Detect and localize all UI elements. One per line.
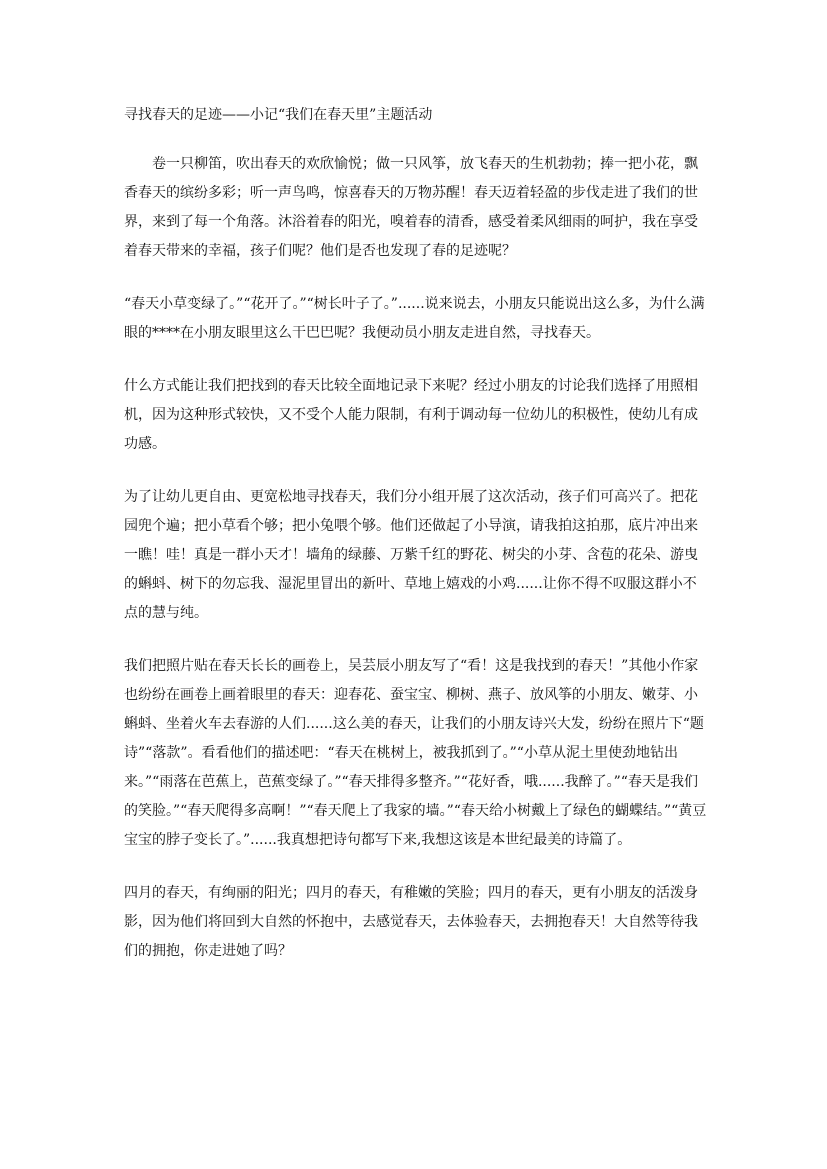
paragraph-method: 什么方式能让我们把找到的春天比较全面地记录下来呢？经过小朋友的讨论我们选择了用照相机，因为这种形式较快，又不受个人能力限制，有利于调动每一位幼儿的积极性，使幼儿有成功感。	[124, 378, 698, 452]
paragraph-conclusion: 四月的春天，有绚丽的阳光；四月的春天，有稚嫩的笑脸；四月的春天，更有小朋友的活泼身影，因为他们将回到大自然的怀抱中，去感觉春天，去体验春天，去拥抱春天！大自然等待我们的拥抱，你走进她了吗？	[124, 885, 698, 959]
paragraph-intro: 卷一只柳笛，吹出春天的欢欣愉悦；做一只风筝，放飞春天的生机勃勃；捧一把小花，飘香春天的缤纷多彩；听一声鸟鸣，惊喜春天的万物苏醒！春天迈着轻盈的步伐走进了我们的世界，来到了每一个角落。沐浴着春的阳光，嗅着春的清香，感受着柔风细雨的呵护，我在享受着春天带来的幸福，孩子们呢？他们是否也发现了春的足迹呢？	[124, 156, 698, 259]
document-title: 寻找春天的足迹——小记“我们在春天里”主题活动	[124, 107, 433, 123]
document-page	[124, 102, 709, 990]
paragraph-activity: 为了让幼儿更自由、更宽松地寻找春天，我们分小组开展了这次活动，孩子们可高兴了。把花园兜个遍；把小草看个够；把小兔喂个够。他们还做起了小导演，请我拍这拍那，底片冲出来一瞧！哇！真是一群小天才！墙角的绿藤、万紫千红的野花、树尖的小芽、含苞的花朵、游曳的蝌蚪、树下的勿忘我、湿泥里冒出的新叶、草地上嬉戏的小鸡......让你不得不叹服这群小不点的慧与纯。	[124, 489, 698, 621]
paragraph-quotes: “春天小草变绿了。”“花开了。”“树长叶子了。”......说来说去，小朋友只能说出这么多，为什么满眼的****在小朋友眼里这么干巴巴呢？我便动员小朋友走进自然，寻找春天。	[124, 296, 705, 341]
paragraph-poems: 我们把照片贴在春天长长的画卷上，吴芸辰小朋友写了“看！这是我找到的春天！”其他小作家也纷纷在画卷上画着眼里的春天：迎春花、蚕宝宝、柳树、燕子、放风筝的小朋友、嫩芽、小蝌蚪、坐着火车去春游的人们......这么美的春天，让我们的小朋友诗兴大发，纷纷在照片下“题诗”“落款”。看看他们的描述吧：“春天在桃树上，被我抓到了。”“小草从泥土里使劲地钻出来。”“雨落在芭蕉上，芭蕉变绿了。”“春天排得多整齐。”“花好香，哦......我醉了。”“春天是我们的笑脸。”“春天爬得多高啊！”“春天爬上了我家的墙。”“春天给小树戴上了绿色的蝴蝶结。”“黄豆宝宝的脖子变长了。”......我真想把诗句都写下来,我想这该是本世纪最美的诗篇了。	[124, 658, 707, 848]
